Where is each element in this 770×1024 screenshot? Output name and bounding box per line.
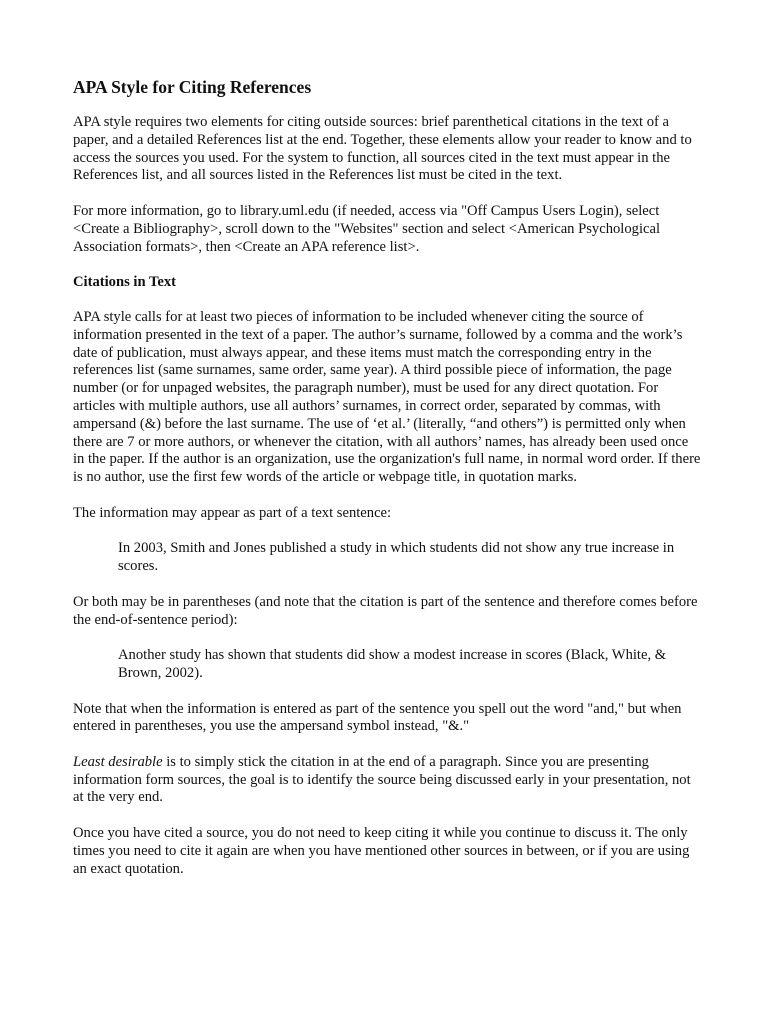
document-page — [73, 76, 701, 896]
citations-paragraph-2: The information may appear as part of a text sentence: — [73, 504, 392, 521]
document-title: APA Style for Citing References — [73, 77, 312, 97]
section-heading-citations: Citations in Text — [73, 274, 176, 291]
least-desirable-text: is to simply stick the citation in at the end of a paragraph. Since you are presenting information form sources, the goal is to identify the source being discussed early in your presentation, not at the very end. — [73, 753, 691, 806]
least-desirable-paragraph — [73, 754, 701, 807]
citations-paragraph-1: APA style calls for at least two pieces of information to be included whenever citing the source of information presented in the text of a paper. The author’s surname, followed by a comma and the work’s date of publication, must always appear, and these items must match the corresponding entry in the references list (same surnames, same order, same year). A third possible piece of information, the page number (or for unpaged websites, the paragraph number), must be used for any direct quotation. For articles with multiple authors, use all authors’ surnames, in correct order, separated by commas, with ampersand (&) before the last surname. The use of ‘et al.’ (literally, “and others”) is permitted only when there are 7 or more authors, or whenever the citation, with all authors’ names, has already been used once in the paper. If the author is an organization, use the organization's full name, in normal word order. If there is no author, use the first few words of the article or webpage title, in quotation marks. — [73, 308, 701, 486]
citations-paragraph-4: Note that when the information is entered as part of the sentence you spell out the word "and," but when entered in parentheses, you use the ampersand symbol instead, "&." — [73, 700, 682, 735]
least-desirable-emphasis: Least desirable — [73, 753, 163, 770]
intro-paragraph-2: For more information, go to library.uml.edu (if needed, access via "Off Campus Users Login), select <Create a Bibliography>, scroll down to the "Websites" section and select <American Psychological Association formats>, then <Create an APA reference list>. — [73, 202, 661, 255]
final-paragraph: Once you have cited a source, you do not need to keep citing it while you continue to discuss it. The only times you need to cite it again are when you have mentioned other sources in between, or if you are using an exact quotation. — [73, 825, 690, 877]
example-parenthetical: Another study has shown that students did show a modest increase in scores (Black, White, & Brown, 2002). — [118, 647, 667, 681]
intro-paragraph-1: APA style requires two elements for citing outside sources: brief parenthetical citations in the text of a paper, and a detailed References list at the end. Together, these elements allow your reader to know and to access the sources you used. For the system to function, all sources cited in the text must appear in the References list, and all sources listed in the References list must be cited in the text. — [73, 114, 692, 184]
example-text-sentence: In 2003, Smith and Jones published a study in which students did not show any true increase in scores. — [118, 540, 675, 575]
citations-paragraph-3: Or both may be in parentheses (and note that the citation is part of the sentence and therefore comes before the end-of-sentence period): — [73, 593, 698, 628]
